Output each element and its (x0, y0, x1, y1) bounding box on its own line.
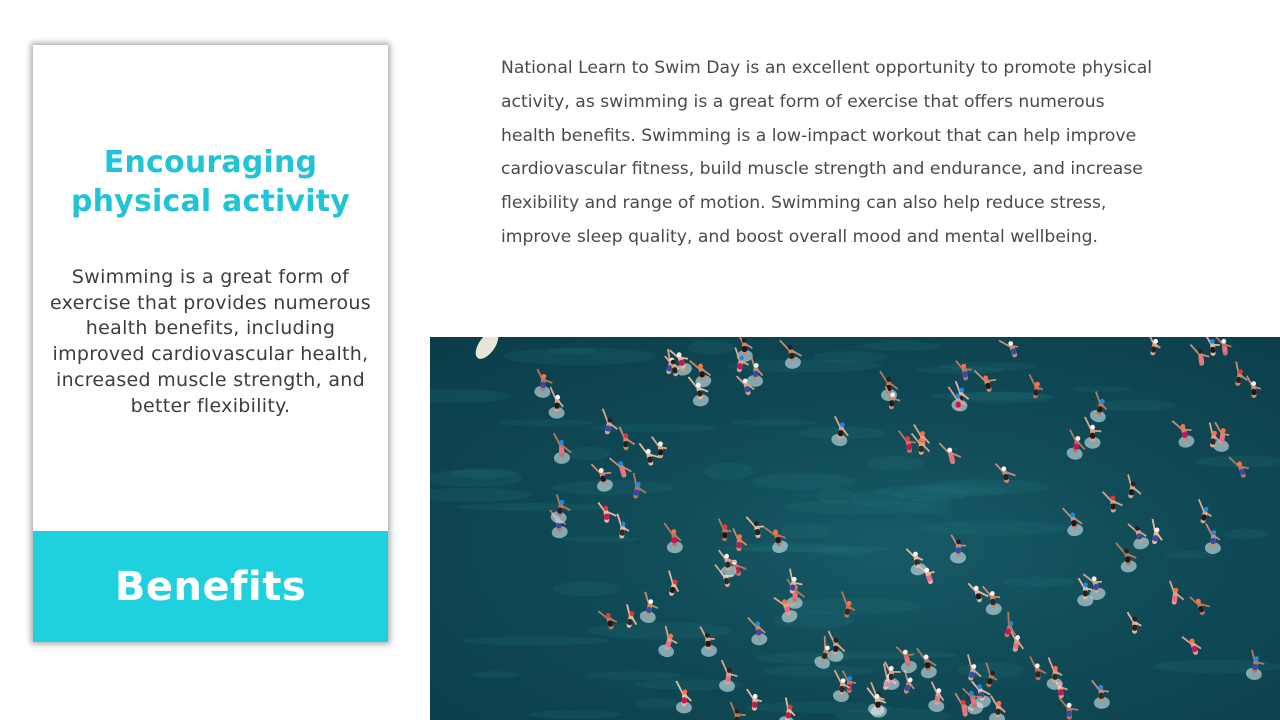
card-footer-label: Benefits (114, 563, 307, 610)
swimmers-photo (430, 337, 1280, 720)
benefits-card (33, 45, 388, 642)
card-footer-banner (33, 531, 388, 642)
swimmers-photo-illustration (430, 337, 1280, 720)
card-description: Swimming is a great form of exercise that provides numerous health benefits, including improved cardiovascular health, increased muscle strength, and better flexibility. (50, 266, 371, 417)
card-title: Encouraging physical activity (70, 145, 351, 219)
body-paragraph: National Learn to Swim Day is an excellent opportunity to promote physical activity, as swimming is a great form of exercise that offers numerous health benefits. Swimming is a low-impact workout that can help improve cardiovascular fitness, build muscle strength and endurance, and increase flexibility and range of motion. Swimming can also help reduce stress, improve sleep quality, and boost overall mood and mental wellbeing. (501, 58, 1153, 247)
